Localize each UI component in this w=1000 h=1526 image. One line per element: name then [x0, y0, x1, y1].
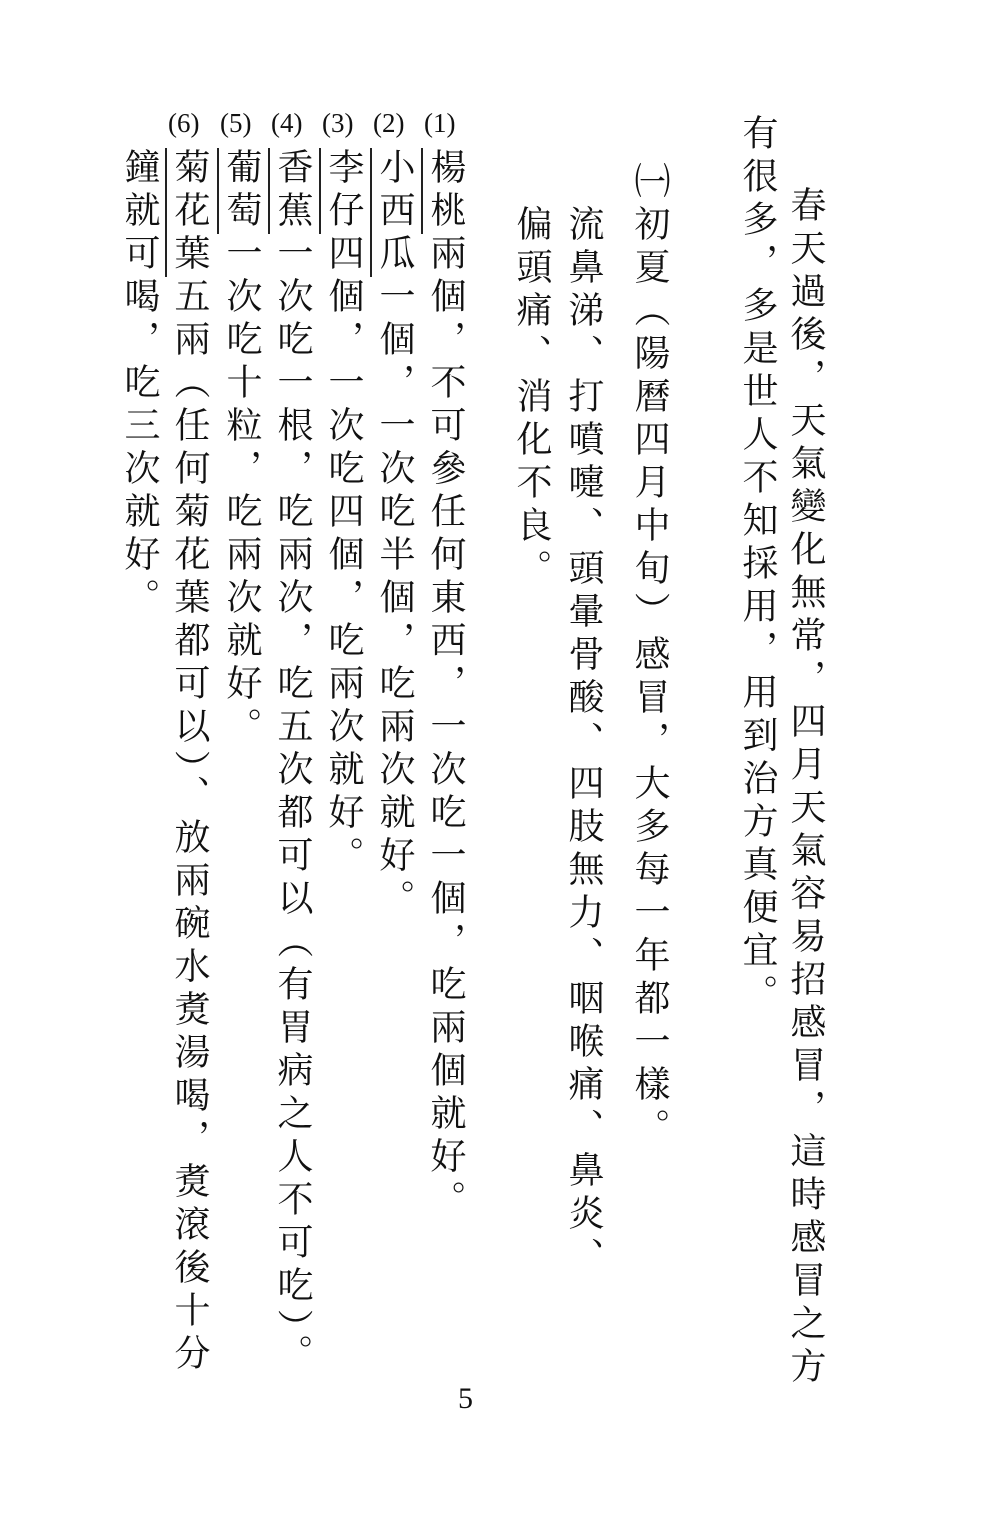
section-heading-text: 初夏（陽曆四月中旬）感冒，大多每一年都一樣。 — [629, 205, 670, 1151]
remedy-5-number: (5) — [220, 108, 252, 138]
remedy-4-number: (4) — [271, 108, 303, 138]
remedy-6 — [164, 148, 214, 1377]
remedy-2 — [369, 148, 419, 922]
remedy-6-continued: 鐘就可喝，吃三次就好。 — [119, 148, 160, 621]
remedy-2-text: 一個，一次吃半個，吃兩次就好。 — [374, 277, 415, 922]
remedy-5-name: 葡萄 — [217, 148, 262, 234]
remedy-3-text: 四個，一次吃四個，吃兩次就好。 — [323, 234, 364, 879]
symptoms-line-2: 偏頭痛、消化不良。 — [511, 205, 552, 592]
symptoms-line-1: 流鼻涕、打噴嚏、頭暈骨酸、四肢無力、咽喉痛、鼻炎、 — [563, 205, 604, 1280]
section-marker: ㈠ — [629, 162, 670, 205]
remedy-4-text: 一次吃一根，吃兩次，吃五次都可以（有胃病之人不可吃）。 — [272, 234, 313, 1377]
remedy-3 — [318, 148, 368, 879]
remedy-4-name: 香蕉 — [268, 148, 313, 234]
section-heading — [624, 162, 674, 1151]
intro-line-1: 春天過後，天氣變化無常，四月天氣容易招感冒，這時感冒之方 — [785, 186, 826, 1390]
remedy-5-text: 一次吃十粒，吃兩次就好。 — [221, 234, 262, 750]
remedy-6-name: 菊花葉 — [165, 148, 210, 277]
remedy-3-number: (3) — [322, 108, 354, 138]
remedy-6-number: (6) — [168, 108, 200, 138]
remedy-3-name: 李仔 — [319, 148, 364, 234]
page-number: 5 — [458, 1382, 473, 1415]
remedy-1 — [420, 148, 470, 1223]
remedy-5 — [216, 148, 266, 750]
remedy-1-name: 楊桃 — [421, 148, 466, 234]
remedy-6-text: 五兩（任何菊花葉都可以）、放兩碗水煑湯喝，煑滾後十分 — [169, 277, 210, 1377]
remedy-2-number: (2) — [373, 108, 405, 138]
remedy-4 — [267, 148, 317, 1377]
remedy-1-text: 兩個，不可參任何東西，一次吃一個，吃兩個就好。 — [425, 234, 466, 1223]
intro-line-2: 有很多，多是世人不知採用，用到治方真便宜。 — [737, 114, 778, 1017]
remedy-2-name: 小西瓜 — [370, 148, 415, 277]
remedy-1-number: (1) — [424, 108, 456, 138]
